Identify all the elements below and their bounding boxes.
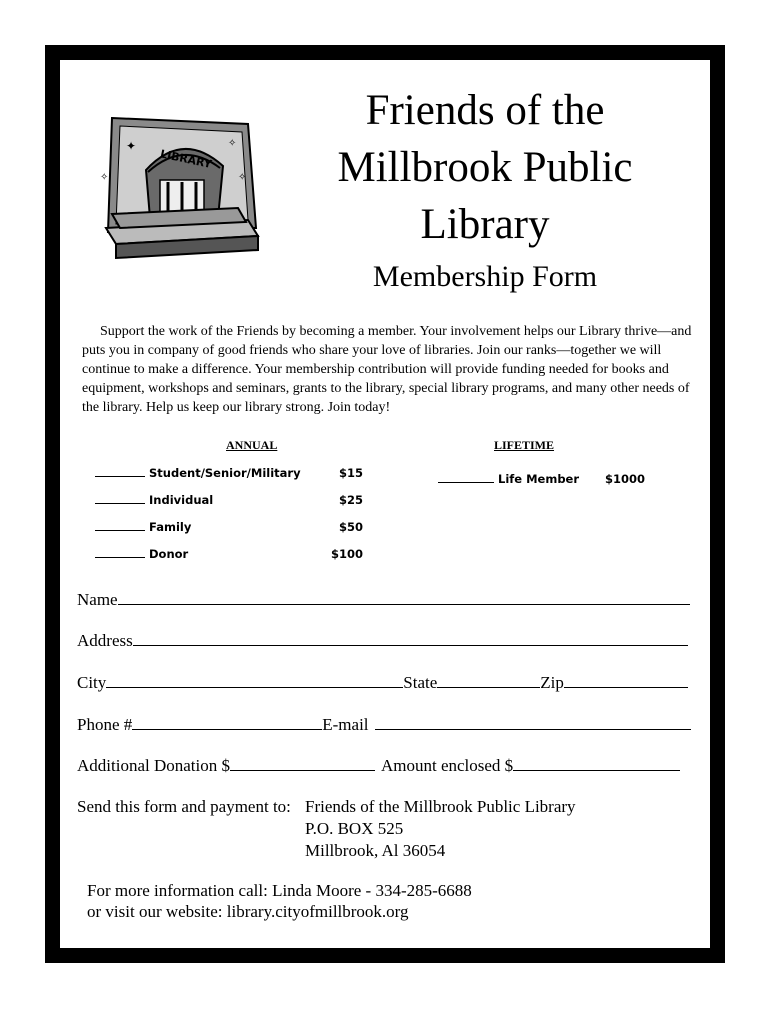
phone-field[interactable]: [132, 715, 322, 730]
email-label: E-mail: [322, 715, 369, 734]
name-row: [77, 590, 690, 610]
intro-text: Support the work of the Friends by becoming a member. Your involvement helps our Library thrive—and puts you in company of good friends who share your love of libraries. Join our ranks—together we will continue to make a difference. Your membership contribution will provide funding needed for books and equipment, workshops and seminars, grants to the library, special library programs, and many other needs of the library. Help us keep our library strong. Join today!: [82, 324, 692, 415]
city-state-zip-row: [77, 673, 688, 693]
annual-heading: ANNUAL: [226, 438, 278, 452]
state-field[interactable]: [437, 673, 540, 688]
zip-field[interactable]: [564, 673, 688, 688]
phone-email-row: [77, 715, 691, 735]
amount-label: Amount enclosed $: [380, 756, 514, 775]
logo-sign-text: LIBRARY: [159, 147, 213, 171]
city-label: City: [77, 673, 107, 692]
address-row: [77, 631, 688, 651]
lifetime-heading: LIFETIME: [494, 438, 555, 452]
zip-label: Zip: [540, 673, 564, 692]
tier-family-checkline[interactable]: [95, 530, 145, 531]
donation-label: Additional Donation $: [77, 756, 230, 775]
mailing-line-2: P.O. BOX 525: [305, 819, 404, 838]
tier-donor-checkline[interactable]: [95, 557, 145, 558]
contact-info: [87, 880, 472, 922]
name-label: Name: [77, 590, 118, 609]
contact-line-1: For more information call: Linda Moore - 334-285-6688: [87, 881, 472, 900]
tier-individual: [95, 493, 213, 507]
tier-life-member-price: $1000: [605, 472, 646, 486]
svg-text:✧: ✧: [228, 138, 237, 149]
tier-family: [95, 520, 191, 534]
tier-individual-label: Individual: [149, 493, 214, 507]
name-field[interactable]: [118, 590, 690, 605]
tier-individual-checkline[interactable]: [95, 503, 145, 504]
address-field[interactable]: [133, 631, 688, 646]
page-title-line-1: Friends of the: [365, 87, 605, 134]
email-field[interactable]: [375, 715, 691, 730]
title-block: [300, 80, 670, 295]
city-field[interactable]: [106, 673, 403, 688]
svg-text:✧: ✧: [238, 172, 247, 183]
svg-text:✧: ✧: [100, 172, 109, 183]
tier-donor-price: $100: [330, 547, 363, 561]
amount-field[interactable]: [513, 756, 680, 771]
mailing-line-1: Friends of the Millbrook Public Library: [305, 797, 576, 816]
tier-family-label: Family: [149, 520, 192, 534]
svg-text:✦: ✦: [126, 139, 137, 153]
page-subtitle: Membership Form: [372, 260, 598, 293]
mailing-line-3: Millbrook, Al 36054: [305, 841, 446, 860]
tier-donor: [95, 547, 188, 561]
page-title-line-3: Library: [420, 201, 550, 248]
tier-student-label: Student/Senior/Military: [149, 466, 301, 480]
mailing-address: [305, 796, 576, 862]
tier-student-checkline[interactable]: [95, 476, 145, 477]
tier-individual-price: $25: [338, 493, 363, 507]
mailing-label: Send this form and payment to:: [77, 797, 291, 816]
library-clipart-logo: [98, 110, 268, 260]
tier-life-member: [438, 472, 645, 486]
tier-life-member-checkline[interactable]: [438, 482, 494, 483]
donation-row: [77, 756, 680, 776]
tier-student-price: $15: [338, 466, 363, 480]
phone-label: Phone #: [77, 715, 133, 734]
state-label: State: [403, 673, 438, 692]
form-page: [60, 60, 710, 948]
tier-life-member-label: Life Member: [498, 472, 580, 486]
intro-paragraph: [82, 322, 694, 417]
tier-student: [95, 466, 301, 480]
tier-donor-label: Donor: [149, 547, 189, 561]
tier-family-price: $50: [338, 520, 363, 534]
donation-field[interactable]: [230, 756, 375, 771]
contact-line-2: or visit our website: library.cityofmillbrook.org: [87, 902, 409, 921]
page-title-line-2: Millbrook Public: [337, 144, 633, 191]
address-label: Address: [77, 631, 133, 650]
